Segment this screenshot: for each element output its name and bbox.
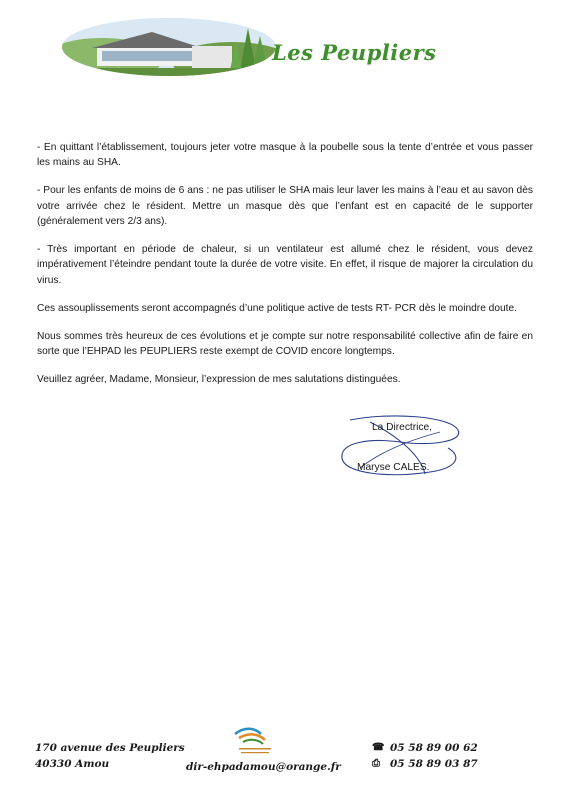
address-line: 170 avenue des Peupliers bbox=[35, 742, 185, 754]
phone-row bbox=[372, 740, 478, 756]
footer-logo bbox=[225, 724, 285, 756]
telephone-icon: ☎ bbox=[372, 742, 385, 753]
brand-logo-text: Les Peupliers bbox=[272, 40, 437, 65]
footer-email[interactable]: dir-ehpadamou@orange.fr bbox=[186, 761, 341, 773]
footer-address bbox=[35, 740, 185, 772]
paragraph: - En quittant l’établissement, toujours jeter votre masque à la poubelle sous la tente d’entrée et vous passer les mains au SHA. bbox=[37, 142, 533, 169]
header-building-photo bbox=[62, 18, 276, 76]
signatory-name: Maryse CALES. bbox=[357, 462, 430, 473]
footer-contact bbox=[372, 740, 478, 772]
letter-body bbox=[37, 140, 533, 400]
paragraph: Nous sommes très heureux de ces évolutions et je compte sur notre responsabilité collective afin de faire en sorte que l’EHPAD les PEUPLIERS reste exempt de COVID encore longtemps. bbox=[37, 330, 533, 358]
fax-row bbox=[372, 756, 478, 772]
signatory-title: La Directrice, bbox=[372, 422, 433, 433]
paragraph: Ces assouplissements seront accompagnés d’une politique active de tests RT- PCR dès le moindre doute. bbox=[37, 302, 518, 314]
fax-number: 05 58 89 03 87 bbox=[390, 758, 478, 770]
address-line: 40330 Amou bbox=[35, 758, 110, 770]
phone-number: 05 58 89 00 62 bbox=[390, 742, 478, 754]
fax-icon: ⎙ bbox=[372, 758, 380, 769]
paragraph: - Pour les enfants de moins de 6 ans : ne pas utiliser le SHA mais leur laver les mains à l’eau et au savon dès votre arrivée chez le résident. Mettre un masque dès que l’enfant est en capacité de le supporter (généralement vers 2/3 ans). bbox=[37, 185, 533, 228]
paragraph: Veuillez agréer, Madame, Monsieur, l’expression de mes salutations distinguées. bbox=[37, 373, 401, 385]
paragraph: - Très important en période de chaleur, si un ventilateur est allumé chez le résident, vous devez impérativement l’éteindre pendant toute la durée de votre visite. En effet, il risque de majorer la circulation du virus. bbox=[37, 244, 533, 286]
